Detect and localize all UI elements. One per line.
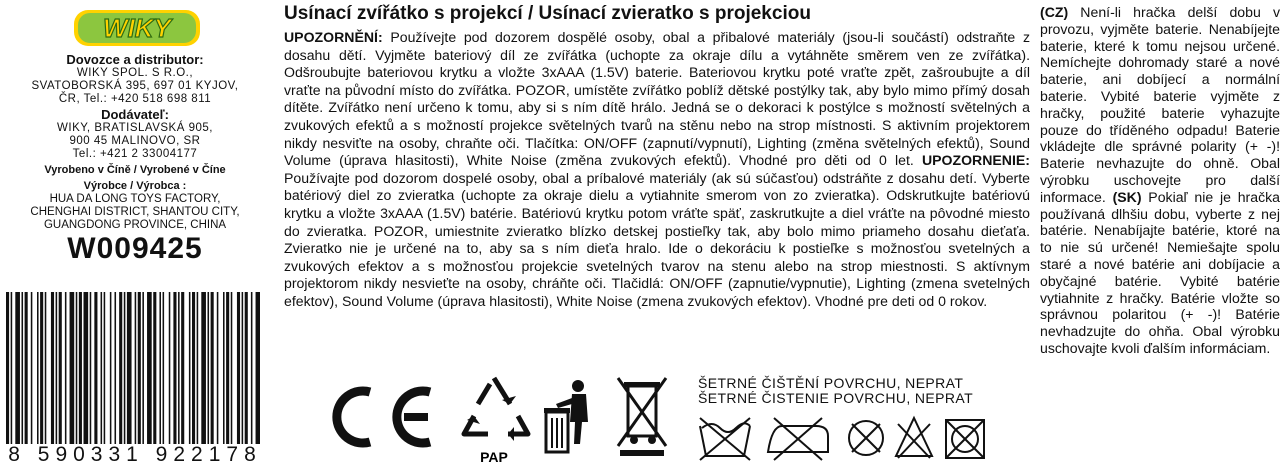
importer-cz-line: SVATOBORSKÁ 395, 697 01 KYJOV, <box>31 80 239 92</box>
maker-label: Výrobce / Výrobca : <box>83 180 187 192</box>
origin-text: Vyrobeno v Číně / Vyrobené v Číne <box>44 164 226 176</box>
care-text-sk: ŠETRNÉ ČISTENIE POVRCHU, NEPRAT <box>698 390 974 406</box>
barcode-number: 8 590331 922178 <box>8 443 262 466</box>
battery-info-column <box>1040 4 1280 357</box>
care-symbols <box>698 412 998 464</box>
cz-warning-label: UPOZORNĚNÍ: <box>284 29 383 45</box>
care-instructions <box>698 376 998 469</box>
supplier-sk-line: Tel.: +421 2 33004177 <box>72 148 198 160</box>
product-code: W009425 <box>67 232 203 265</box>
weee-bin-icon <box>612 374 672 458</box>
supplier-sk-label: Dodávateľ: <box>101 107 169 122</box>
importer-cz-label: Dovozce a distributor: <box>66 52 204 67</box>
ce-mark-icon <box>318 386 438 448</box>
importer-cz-line: ČR, Tel.: +420 518 698 811 <box>58 93 212 105</box>
no-tumble-dry-icon <box>946 420 984 458</box>
supplier-sk-line: WIKY, BRATISLAVSKÁ 905, <box>57 122 213 134</box>
warning-paragraph <box>284 29 1030 311</box>
no-iron-icon <box>768 418 828 460</box>
sk-warning-label: UPOZORNENIE: <box>921 152 1030 169</box>
recycle-icon <box>452 372 536 466</box>
sk-warning-text: Používajte pod dozorom dospelé osoby, obal a príbalové materiály (ak sú súčasťou) odstráňte z dosahu detí. Vyberte batériový diel zo zvieratka (uchopte za okraje dielu a vytiahnite smerom von zo zvieratka). Odskrutkujte batériovú krytku a vložte 3xAAA (1.5V) batérie. Batériovú krytku potom vráťte späť, zaskrutkujte a diel vráťte na pôvodné miesto do zvieratka. POZOR, umiestnite zvieratko blízko detskej postieľky tak, aby bolo mimo priameho dosahu dieťaťa. Zvieratko nie je určené na to, aby sa s ním dieťa hralo. Ide o dekoráciu k postieľke s možnosťou svetelných a zvukových efektov a s možnosťou projekcie svetelných tvarov na stenu alebo na strop miestnosti. S aktívnym projektorom nikdy nesvieťte na osoby, chráňte oči. Tlačidlá: ON/OFF (zapnutie/vypnutie), Lighting (zmena svetelných efektov), Sound Volume (úprava hlasitosti), White Noise (zmena zvukových efektov). Vhodné pre deti od 0 rokov. <box>284 169 1030 309</box>
recycle-label: PAP <box>480 449 508 465</box>
wiky-logo <box>72 6 202 50</box>
main-text-column <box>284 2 1030 311</box>
no-dryclean-icon <box>849 421 883 455</box>
no-bleach-icon <box>896 418 932 458</box>
sk-battery-text: Pokiaľ nie je hračka používaná dlhšiu dobu, vyberte z nej batérie. Nenabíjajte batérie, ktoré na to nie sú určené! Nemiešajte spolu staré a nové batérie ani dobíjacie a obyčajné batérie. Vybité batérie vytiahnite z hračky. Batérie vložte so správnou polaritou (+ -)! Batérie nevhadzujte do ohňa. Obal výrobku uschovajte kvoli ďalším informáciam. <box>1040 188 1280 356</box>
supplier-sk-line: 900 45 MALINOVO, SR <box>69 135 201 147</box>
logo-text: WIKY <box>103 13 171 43</box>
maker-line: HUA DA LONG TOYS FACTORY, <box>49 193 221 205</box>
maker-line: GUANGDONG PROVINCE, CHINA <box>43 219 227 231</box>
no-wash-icon <box>700 418 750 460</box>
cz-battery-text: Není-li hračka delší dobu v provozu, vyjměte baterie. Nenabíjejte baterie, které k tomu nejsou určené. Nemíchejte dohromady staré a nové baterie, ani dobíjecí a normální baterie. Vybité baterie vyjměte z hračky, použité baterie vyhazujte pouze do tříděného odpadu! Baterie vkládejte dle správné polarity (+ -)! Baterie nevhazujte do ohně. Obal výrobku uschovejte pro další informace. <box>1040 4 1280 205</box>
left-column <box>0 0 270 470</box>
tidy-man-icon <box>542 378 602 456</box>
importer-cz-line: WIKY SPOL. S R.O., <box>76 67 194 79</box>
cz-tag: (CZ) <box>1040 4 1069 20</box>
barcode <box>4 292 260 444</box>
sk-tag: (SK) <box>1112 188 1142 205</box>
maker-line: CHENGHAI DISTRICT, SHANTOU CITY, <box>30 206 240 218</box>
page-title: Usínací zvířátko s projekcí / Usínací zvieratko s projekciou <box>284 3 811 24</box>
care-text-cz: ŠETRNÉ ČIŠTĚNÍ POVRCHU, NEPRAT <box>698 375 964 391</box>
cz-warning-text: Používejte pod dozorem dospělé osoby, obal a přibalové materiály (jsou-li součástí) odstraňte z dosahu dětí. Vyjměte bateriový díl ze zvířátka (uchopte za okraje dílu a vytáhněte směrem ven ze zvířátka). Odšroubujte bateriovou krytku a vložte 3xAAA (1.5V) baterie. Bateriovou krytku poté vraťte zpět, zašroubujte a díl vraťte na původní místo do zvířátka. POZOR, umístěte zvířátko poblíž dětské postýlky tak, aby bylo mimo přímý dosah dítěte. Zvířátko není určeno k tomu, aby si s ním dítě hrálo. Jedná se o dekoraci k postýlce s možností světelných a zvukových efektů a s možností projekce světelných tvarů na stěnu nebo na strop místnosti. S aktivním projektorem nikdy nesviťte na osoby, chraňte oči. Tlačítka: ON/OFF (zapnutí/vypnutí), Lighting (změna světelných efektů), Sound Volume (úprava hlasitosti), White Noise (změna zvukových efektů). Vhodné pro děti od 0 let. <box>284 29 1030 169</box>
